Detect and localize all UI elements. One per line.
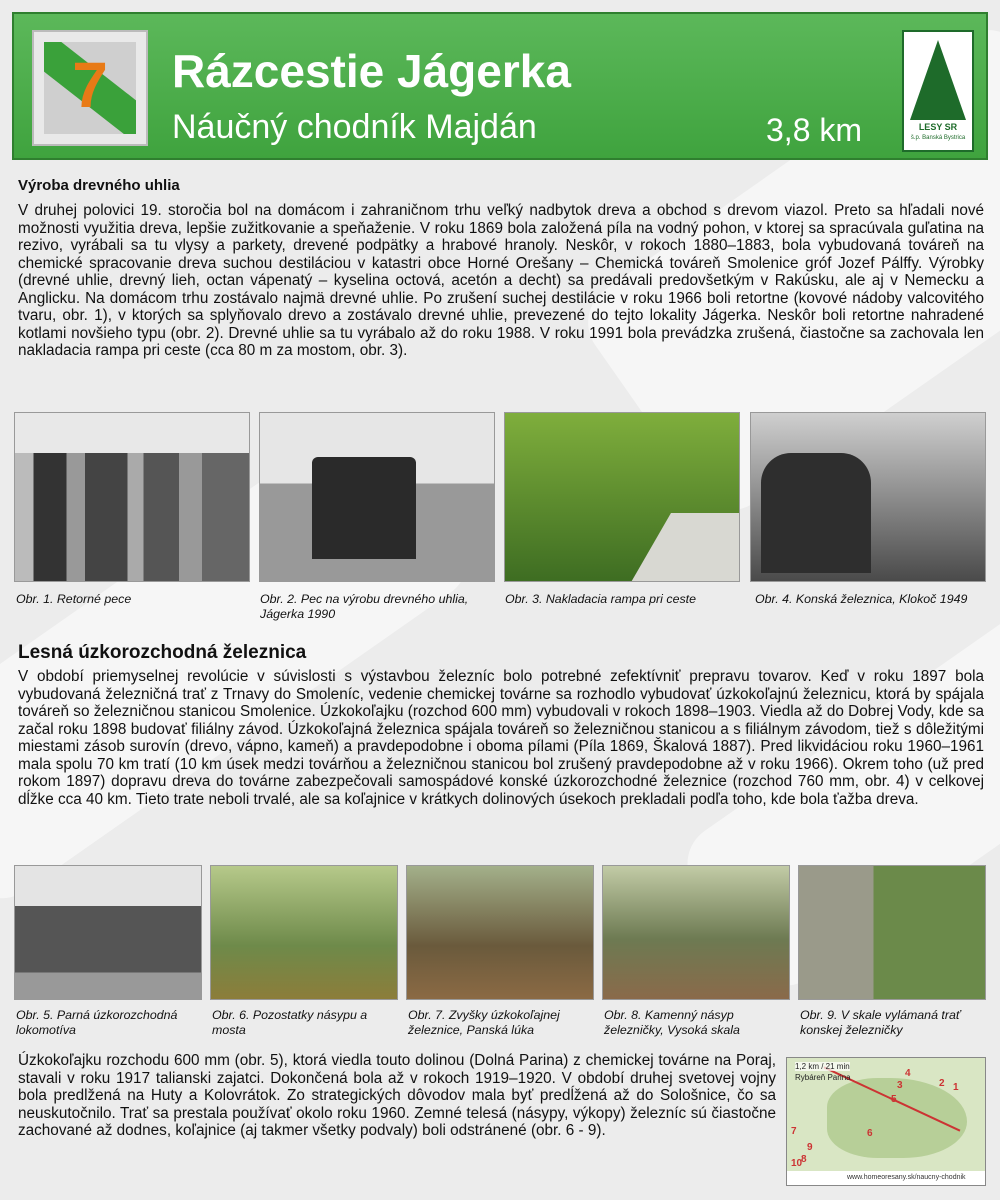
org-subtitle: š.p. Banská Bystrica: [910, 135, 966, 141]
photo-caption: Obr. 3. Nakladacia rampa pri ceste: [505, 592, 696, 606]
lesy-sr-logo: [902, 30, 974, 152]
photo-steam-locomotive: [14, 865, 202, 1000]
photo-railway-remains: [406, 865, 594, 1000]
section-title-charcoal: Výroba drevného uhlia: [18, 177, 180, 194]
section-text-railway: V období priemyselnej revolúcie v súvislosti s výstavbou železníc bolo potrebné zefektívniť prepravu tovarov. Keď v roku 1897 bola vybudovaná železničná trať z Trnavy do Smoleníc, vedenie chemickej továrne sa rozhodlo vybudovať úzkokoľajnú železnicu, ktorá by spájala továreň so železničnou stanicou Smolenice. Úzkokoľajku (rozchod 600 mm) vybudovali v rokoch 1898–1903. Viedla až do Dobrej Vody, kde sa začal roku 1898 budovať filiálny závod. Úzkokoľajná železnica spájala továreň so železničnou stanicou a s filiálnym závodom, tiež s dôležitými miestami zásob surovín (drevo, vápno, kameň) a pravdepodobne i oboma pílami (Píla 1869, Škalová 1887). Pred likvidáciou roku 1960–1961 mala spolu 70 km tratí (10 km úsek medzi továrňou a železničnou stanicou bol zrušený pravdepodobne až v roku 1966). Okrem toho (už pred rokom 1897) dopravu dreva do továrne zabezpečovali samospádové konské úzkorozchodné železnice (rozchod 760 mm, obr. 4) v celkovej dĺžke cca 40 km. Tieto trate neboli trvalé, ale sa koľajnice v krátkych dolinových úsekoch prekladali podľa toho, kde bola ťažba dreva.: [18, 668, 984, 808]
photo-stone-embankment: [602, 865, 790, 1000]
page-title: Rázcestie Jágerka: [172, 45, 571, 97]
photo-caption: Obr. 5. Parná úzkorozchodná lokomotíva: [16, 1008, 178, 1037]
trail-map: [786, 1057, 986, 1186]
map-stop-number: 10: [791, 1158, 803, 1169]
map-url: www.homeoresany.sk/naucny-chodnik: [787, 1171, 985, 1185]
map-stop-number: 6: [867, 1128, 873, 1139]
tree-icon: [910, 40, 966, 120]
map-stop-number: 4: [905, 1068, 911, 1079]
map-stop-number: 8: [801, 1154, 807, 1165]
stop-number: 7: [72, 49, 108, 121]
photo-charcoal-kiln: [259, 412, 495, 582]
photo-loading-ramp: [504, 412, 740, 582]
map-route-label: 1,2 km / 21 min: [795, 1062, 850, 1071]
photo-caption: Obr. 7. Zvyšky úzkokoľajnej železnice, Panská lúka: [408, 1008, 560, 1037]
photo-rock-cut-track: [798, 865, 986, 1000]
map-stop-number: 2: [939, 1078, 945, 1089]
header-banner: [12, 12, 988, 160]
photo-caption: Obr. 1. Retorné pece: [16, 592, 132, 606]
photo-caption: Obr. 8. Kamenný násyp železničky, Vysoká skala: [604, 1008, 740, 1037]
map-stop-number: 1: [953, 1082, 959, 1093]
page-subtitle: Náučný chodník Majdán: [172, 108, 537, 146]
trail-stop-logo: [32, 30, 148, 146]
photo-caption: Obr. 2. Pec na výrobu drevného uhlia, Jágerka 1990: [260, 592, 469, 621]
photo-caption: Obr. 6. Pozostatky násypu a mosta: [212, 1008, 368, 1037]
photo-retort-ovens: [14, 412, 250, 582]
map-place-label: Rybáreň Parina: [795, 1073, 851, 1082]
map-stop-number: 3: [897, 1080, 903, 1091]
map-stop-number: 7: [791, 1126, 797, 1137]
photo-horse-railway: [750, 412, 986, 582]
section-text-charcoal: V druhej polovici 19. storočia bol na domácom i zahraničnom trhu veľký nadbytok dreva a obchod s drevom viazol. Preto sa hľadali nové možnosti využitia dreva, lepšie zužitkovanie a speňaženie. V roku 1869 bola založená píla na vodný pohon, v ktorej sa spracúvala guľatina na rezivo, vyrábali sa tu vlysy a parkety, drevené podpätky a hrabové hranoly. Neskôr, v rokoch 1880–1883, bola vybudovaná továreň na chemické spracovanie dreva suchou destiláciou v katastri obce Horné Orešany – Chemická továreň Smolenice gróf Jozef Pálffy. Výrobky (drevné uhlie, drevný lieh, octan vápenatý – kyselina octová, acetón a decht) sa predávali predovšetkým v Rakúsku, ale aj v Nemecku a Anglicku. Na domácom trhu zostávalo najmä drevné uhlie. Po zrušení suchej destilácie v roku 1966 boli retortne (kovové nádoby valcovitého tvaru, obr. 1), v ktorých sa splyňovalo drevo a zostávalo drevné uhlie, prevezené do tejto lokality Jágerka. Neskôr boli retortne nahradené kotlami novšieho typu (obr. 2). Drevné uhlie sa tu vyrábalo až do roku 1988. V roku 1991 bola prevádzka zrušená, čiastočne sa zachovala len nakladacia rampa pri ceste (cca 80 m za mostom, obr. 3).: [18, 202, 984, 359]
distance-label: 3,8 km: [766, 112, 863, 148]
photo-embankment-bridge: [210, 865, 398, 1000]
map-stop-number: 5: [891, 1094, 897, 1105]
photo-caption: Obr. 9. V skale vylámaná trať konskej železničky: [800, 1008, 961, 1037]
map-stop-number: 9: [807, 1142, 813, 1153]
section-title-railway: Lesná úzkorozchodná železnica: [18, 642, 307, 663]
org-name: LESY SR: [918, 122, 958, 132]
photo-caption: Obr. 4. Konská železnica, Klokoč 1949: [755, 592, 968, 606]
trail-marker-icon: [44, 42, 136, 134]
section-text-railway-continued: Úzkokoľajku rozchodu 600 mm (obr. 5), ktorá viedla touto dolinou (Dolná Parina) z chemickej továrne na Poraj, stavali v roku 1917 talianski zajatci. Dokončená bola až v rokoch 1919–1920. V období druhej svetovej vojny bola predlžená na Huty a Kolovrátok. Zo strategických dôvodov mala byť predĺžená až do Sološnice, čo sa neuskutočnilo. Trať sa prestala používať okolo roku 1960. Zemné telesá (násypy, výkopy) železníc sú čiastočne zachované až dodnes, koľajnice (aj takmer všetky podvaly) boli odstránené (obr. 6 - 9).: [18, 1052, 776, 1139]
